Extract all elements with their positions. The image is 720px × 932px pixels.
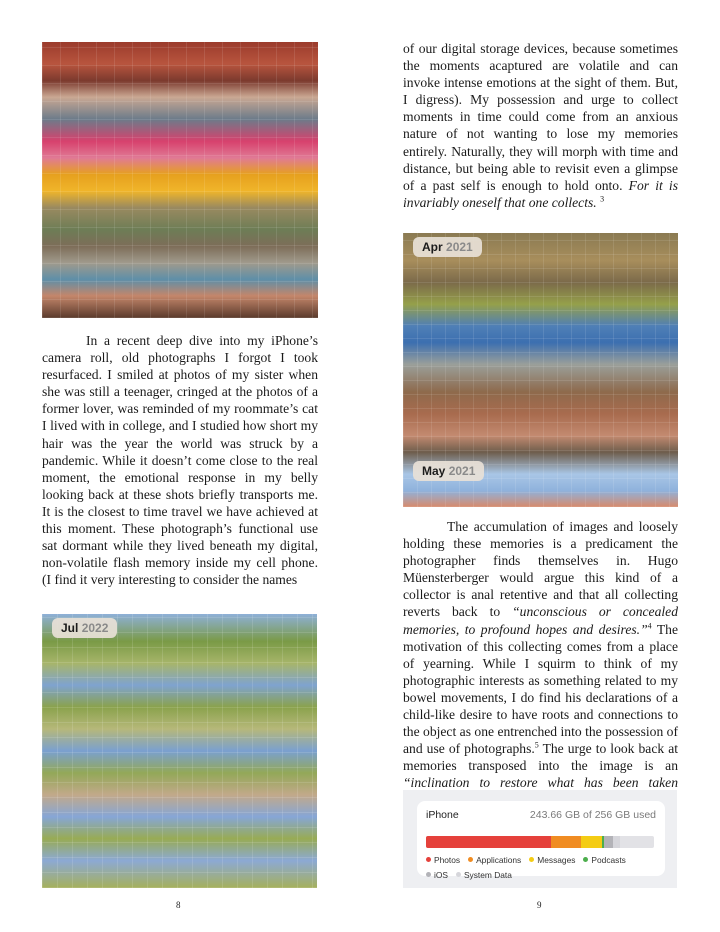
paragraph-text: The motivation of this collecting comes from a place of yearning. While I squirm to think of my photographic interests as something related to my bowel movements, I do find his declarations of a child-like desire to have roots and connections to the object as one entrenched into the possession of and use of photographs. [403,621,678,757]
legend-label: Podcasts [591,855,626,865]
legend-label: Applications [476,855,522,865]
storage-segment-messages [581,836,602,848]
left-column [42,42,318,588]
page-number-right: 9 [537,900,542,910]
legend-label: Photos [434,855,461,865]
paragraph-text: The urge to look back at memories transposed into the image is an [403,741,679,774]
italic-quote: “unconscious or concealed memories, to profound hopes and desires.” [403,604,678,637]
storage-segment-ios [604,836,613,848]
legend-item [426,853,460,868]
legend-label: iOS [434,870,448,880]
italic-quote: For it is invariably oneself that one collects. [403,177,678,210]
page-number-left: 8 [176,900,181,910]
photo-mosaic-jul-2022 [42,614,317,888]
date-badge-jul-2022 [52,618,117,638]
legend-dot-icon [468,857,473,862]
badge-month: May [422,463,446,478]
body-paragraph-right-continued [403,40,678,211]
paragraph-text: of our digital storage devices, because sometimes the moments acaptured are volatile and can invoke intense emotions at the sight of them. But, I digress). My possession and urge to collect moments in time could come from an anxious nature of not wanting to lose my memories entirely. Naturally, they will morph with time and distance, but being able to revisit even a glimpse of a past self is enough to hold onto. [403,41,678,193]
storage-card [417,801,665,880]
legend-label: System Data [463,870,512,880]
storage-segment-photos [426,836,551,848]
storage-segment-system-data [613,836,620,848]
photo-mosaic-apr-may-2021 [403,233,678,507]
legend-dot-icon [583,857,588,862]
badge-year: 2021 [448,463,476,478]
storage-segment-applications [551,836,581,848]
badge-year: 2021 [446,239,473,254]
iphone-storage-panel [403,790,677,888]
paragraph-text: The accumulation of images and loosely holding these memories is a predicament the photographer finds themselves in. Hugo Müensterberger would argue this kind of a collector is anal retentive and that all collecting reverts back to [403,518,678,620]
storage-legend [426,853,659,883]
photo-mosaic-top-left [42,42,318,318]
badge-year: 2022 [81,621,109,635]
legend-item [456,868,512,883]
legend-dot-icon [426,872,431,877]
device-name: iPhone [426,809,459,821]
badge-month: Apr [422,239,443,254]
badge-month: Jul [61,621,79,635]
footnote-marker: 4 [647,620,652,630]
storage-header [426,809,656,821]
right-column [403,40,678,809]
legend-item [583,853,625,868]
footnote-marker: 3 [600,194,605,204]
storage-usage-bar [426,836,654,848]
body-paragraph-right-main [403,518,678,809]
storage-used-text: 243.66 GB of 256 GB used [529,809,656,821]
footnote-marker: 5 [534,740,539,750]
date-badge-apr-2021 [413,237,482,257]
date-badge-may-2021 [413,461,484,481]
legend-item [468,853,521,868]
legend-dot-icon [529,857,534,862]
legend-label: Messages [537,855,576,865]
legend-dot-icon [426,857,431,862]
legend-dot-icon [456,872,461,877]
italic-quote: “inclination to restore what has been taken [403,775,678,791]
legend-item [426,868,448,883]
body-paragraph-left: In a recent deep dive into my iPhone’s camera roll, old photographs I forgot I took resurfaced. I smiled at photos of my sister when she was still a teenager, cringed at the photos of a former lover, was reminded of my roommate’s cat I lived with in college, and I studied how short my hair was the year the world was struck by a pandemic. While it doesn’t come close to the real moment, the emotional response in my belly looking back at these shots briefly transports me. It is the closest to time travel we have achieved at this moment. These photograph’s functional use sat dormant while they lived beneath my digital, non-volatile flash memory inside my cell phone. (I find it very interesting to consider the names [42,333,318,588]
legend-item [529,853,575,868]
